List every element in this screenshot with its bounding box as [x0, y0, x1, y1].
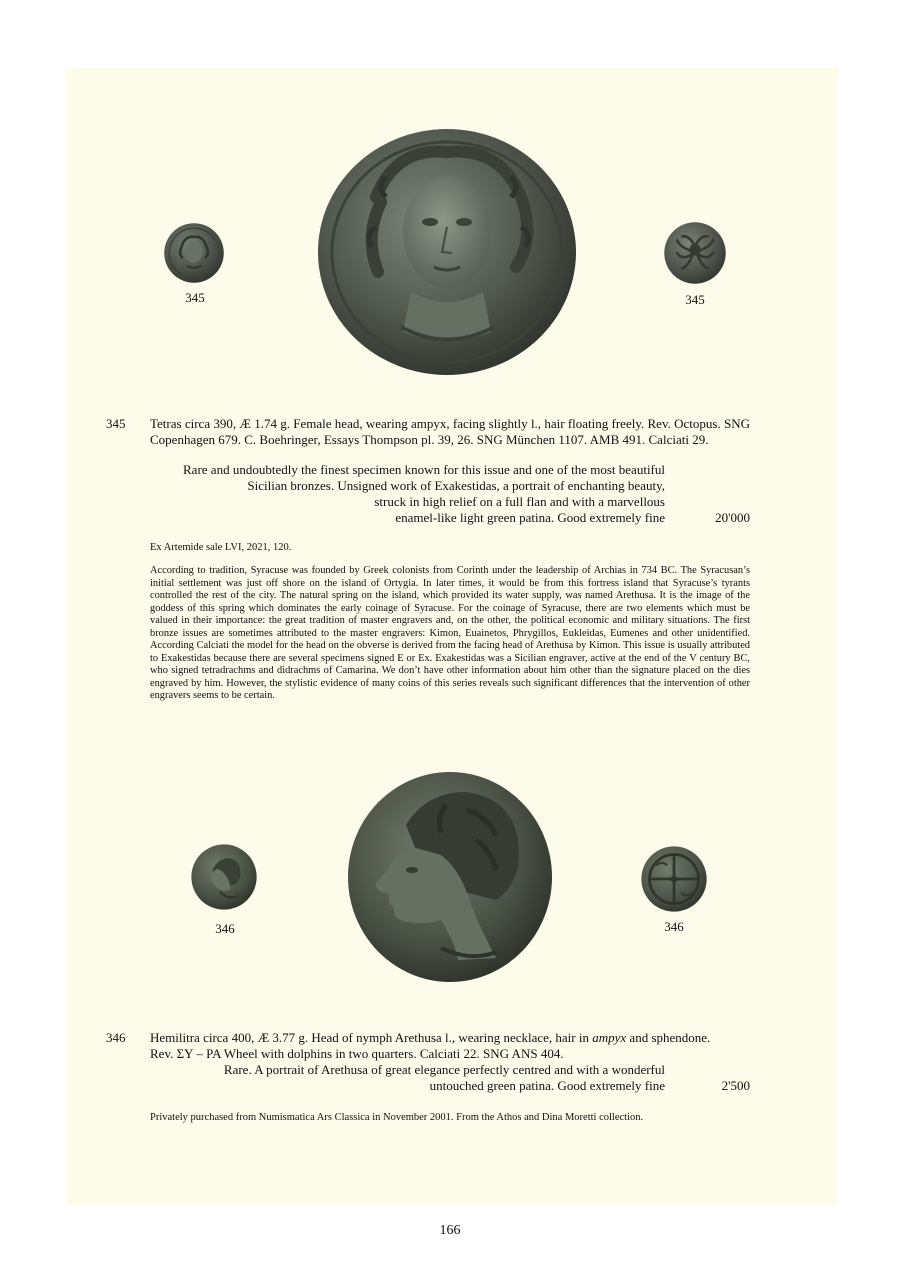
lot-345-provenance: Ex Artemide sale LVI, 2021, 120. — [150, 542, 292, 553]
lot-346-description-italic: ampyx — [592, 1030, 627, 1045]
lot-346-description-part-a: Hemilitra circa 400, Æ 3.77 g. Head of nymph Arethusa l., wearing necklace, hair in — [150, 1030, 593, 1045]
lot-346-description-line-2: Rev. ΣΥ – PA Wheel with dolphins in two quarters. Calciati 22. SNG ANS 404. — [150, 1046, 564, 1061]
coin-346-reverse-small-image — [640, 845, 708, 913]
lot-346-description-line-1 — [150, 1030, 750, 1046]
lot-345-remark-line-2: Sicilian bronzes. Unsigned work of Exakestidas, a portrait of enchanting beauty, — [247, 478, 665, 493]
lot-346-price: 2'500 — [721, 1078, 750, 1093]
lot-346-remark-line-1: Rare. A portrait of Arethusa of great elegance perfectly centred and with a wonderful — [223, 1062, 665, 1077]
lot-346-remark-line-2: untouched green patina. Good extremely fine — [429, 1078, 665, 1093]
coin-345-reverse-small-image — [663, 221, 727, 285]
coin-346-label-left: 346 — [215, 921, 235, 936]
coin-346-obverse-small-image — [190, 842, 258, 912]
lot-345-remark-line-1: Rare and undoubtedly the finest specimen known for this issue and one of the most beautiful — [183, 462, 665, 477]
coin-345-obverse-enlarged-image — [316, 127, 578, 377]
lot-345-remark-line-3: struck in high relief on a full flan and with a marvellous — [374, 494, 665, 509]
lot-345-remark-line-4: enamel-like light green patina. Good extremely fine — [395, 510, 665, 525]
lot-345-description: Tetras circa 390, Æ 1.74 g. Female head, wearing ampyx, facing slightly l., hair floating freely. Rev. Octopus. SNG Copenhagen 679. C. Boehringer, Essays Thompson pl. 39, 26. SNG München 1107. AMB 491. Calciati 29. — [150, 416, 750, 447]
coin-346-obverse-enlarged-image — [346, 770, 554, 985]
coin-345-label-right: 345 — [685, 292, 705, 307]
coin-346-label-right: 346 — [664, 919, 684, 934]
lot-345-number: 345 — [106, 416, 126, 431]
lot-346-provenance: Privately purchased from Numismatica Ars Classica in November 2001. From the Athos and Dina Moretti collection. — [150, 1112, 644, 1123]
coin-345-obverse-small-image — [162, 222, 226, 284]
lot-346-number: 346 — [106, 1030, 126, 1045]
lot-346-description-part-b: and sphendone. — [626, 1030, 711, 1045]
coin-345-label-left: 345 — [185, 290, 205, 305]
page-number: 166 — [439, 1223, 461, 1238]
lot-345-price: 20'000 — [715, 510, 750, 525]
lot-345-commentary: According to tradition, Syracuse was founded by Greek colonists from Corinth under the leadership of Archias in 734 BC. The Syracusan’s initial settlement was just off shore on the island of Ortygia. In later times, it would be from this fortress island that Syracuse’s tyrants controlled the rest of the city. The natural spring on the island, which provided its water supply, was named Arethusa. It is the image of the goddess of this spring which dominates the early coinage of Syracuse. For the coinage of Syracuse, there are two elements which must be valued in their importance: the great tradition of master engravers and, on the other, the political economic and military situations. The first bronze issues are sometimes attributed to the master engravers: Kimon, Euainetos, Phrygillos, Eukleidas, Eumenes and other unidentified. According Calciati the model for the head on the obverse is derived from the facing head of Arethusa by Kimon. This issue is usually attributed to Exakestidas because there are several specimens signed E or Ex. Exakestidas was a Sicilian engraver, active at the end of the V century BC, who signed tetradrachms and didrachms of Camarina. We don’t have other information about him other than the signature placed on the dies engraved by him. However, the stylistic evidence of many coins of this series reveals such significant differences that the intervention of other engravers seems to be certain. — [150, 565, 750, 702]
